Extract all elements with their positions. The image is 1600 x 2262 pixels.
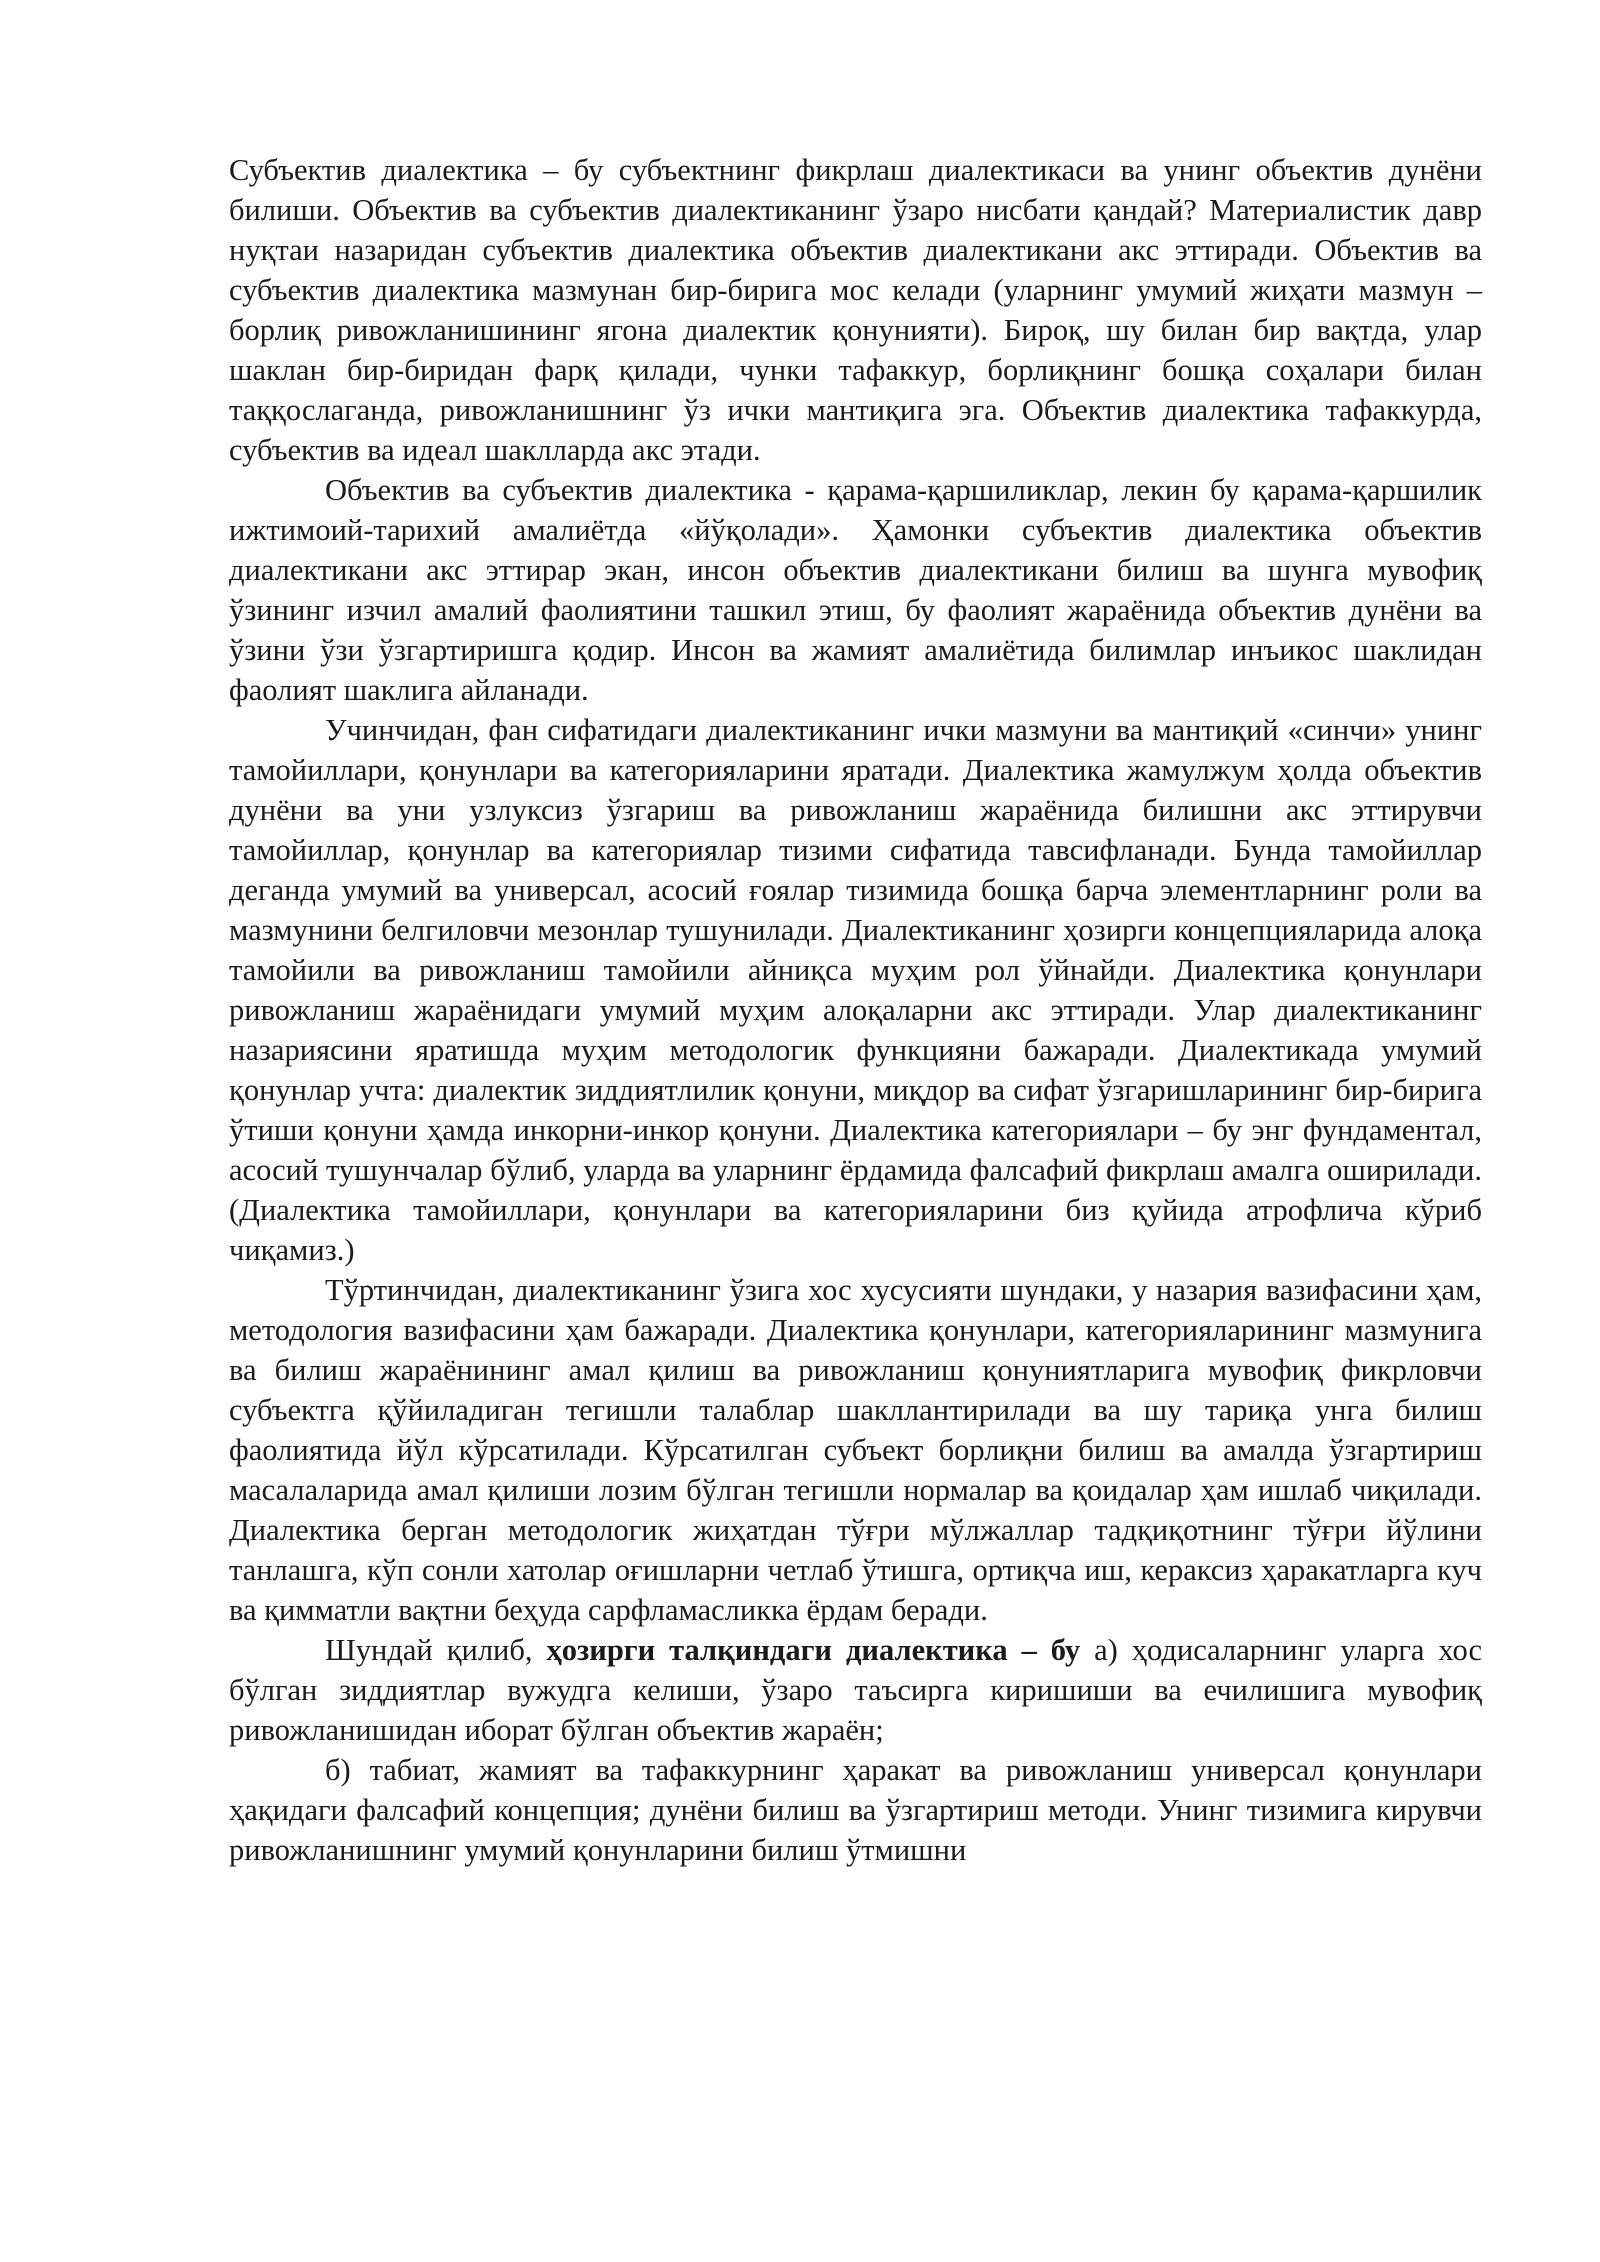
document-page: [229, 150, 1482, 1870]
paragraph-third: Учинчидан, фан сифатидаги диалектиканинг ички мазмуни ва мантиқий «синчи» унинг тамойиллари, қонунлари ва категорияларини яратади. Диалектика жамулжум ҳолда объектив дунёни ва уни узлуксиз ўзгариш ва ривожланиш жараёнида билишни акс эттирувчи тамойиллар, қонунлар ва категориялар тизими сифатида тавсифланади. Бунда тамойиллар деганда умумий ва универсал, асосий ғоялар тизимида бошқа барча элементларнинг роли ва мазмунини белгиловчи мезонлар тушунилади. Диалектиканинг ҳозирги концепцияларида алоқа тамойили ва ривожланиш тамойили айниқса муҳим рол ўйнайди. Диалектика қонунлари ривожланиш жараёнидаги умумий муҳим алоқаларни акс эттиради. Улар диалектиканинг назариясини яратишда муҳим методологик функцияни бажаради. Диалектикада умумий қонунлар учта: диалектик зиддиятлилик қонуни, миқдор ва сифат ўзгаришларининг бир-бирига ўтиши қонуни ҳамда инкорни-инкор қонуни. Диалектика категориялари – бу энг фундаментал, асосий тушунчалар бўлиб, уларда ва уларнинг ёрдамида фалсафий фикрлаш амалга оширилади. (Диалектика тамойиллари, қонунлари ва категорияларини биз қуйида атрофлича кўриб чиқамиз.): [229, 713, 1482, 1267]
paragraph-conclusion: [229, 1630, 1482, 1750]
conclusion-lead: Шундай қилиб,: [325, 1633, 547, 1667]
conclusion-bold-term: ҳозирги талқиндаги диалектика – бу: [546, 1633, 1081, 1667]
paragraph-objective-subjective: Объектив ва субъектив диалектика - қарама-қаршиликлар, лекин бу қарама-қаршилик ижтимоий-тарихий амалиётда «йўқолади». Ҳамонки субъектив диалектика объектив диалектикани акс эттирар экан, инсон объектив диалектикани билиш ва шунга мувофиқ ўзининг изчил амалий фаолиятини ташкил этиш, бу фаолият жараёнида объектив дунёни ва ўзини ўзи ўзгартиришга қодир. Инсон ва жамият амалиётида билимлар инъикос шаклидан фаолият шаклига айланади.: [229, 473, 1482, 707]
conclusion-rest: а) ҳодисаларнинг уларга хос бўлган зиддиятлар вужудга келиши, ўзаро таъсирга киришиши ва ечилишига мувофиқ ривожланишидан иборат бўлган объектив жараён;: [229, 1633, 1482, 1747]
paragraph-last: б) табиат, жамият ва тафаккурнинг ҳаракат ва ривожланиш универсал қонунлари ҳақидаги фалсафий концепция; дунёни билиш ва ўзгартириш методи. Унинг тизимига кирувчи ривожланишнинг умумий қонунларини билиш ўтмишни: [229, 1753, 1482, 1867]
paragraph-subjective-dialectics: Субъектив диалектика – бу субъектнинг фикрлаш диалектикаси ва унинг объектив дунёни билиши. Объектив ва субъектив диалектиканинг ўзаро нисбати қандай? Материалистик давр нуқтаи назаридан субъектив диалектика объектив диалектикани акс эттиради. Объектив ва субъектив диалектика мазмунан бир-бирига мос келади (уларнинг умумий жиҳати мазмун – борлиқ ривожланишининг ягона диалектик қонунияти). Бироқ, шу билан бир вақтда, улар шаклан бир-биридан фарқ қилади, чунки тафаккур, борлиқнинг бошқа соҳалари билан таққослаганда, ривожланишнинг ўз ички мантиқига эга. Объектив диалектика тафаккурда, субъектив ва идеал шаклларда акс этади.: [229, 153, 1482, 467]
paragraph-fourth: Тўртинчидан, диалектиканинг ўзига хос хусусияти шундаки, у назария вазифасини ҳам, методология вазифасини ҳам бажаради. Диалектика қонунлари, категорияларининг мазмунига ва билиш жараёнининг амал қилиш ва ривожланиш қонуниятларига мувофиқ фикрловчи субъектга қўйиладиган тегишли талаблар шакллантирилади ва шу тариқа унга билиш фаолиятида йўл кўрсатилади. Кўрсатилган субъект борлиқни билиш ва амалда ўзгартириш масалаларида амал қилиши лозим бўлган тегишли нормалар ва қоидалар ҳам ишлаб чиқилади. Диалектика берган методологик жиҳатдан тўғри мўлжаллар тадқиқотнинг тўғри йўлини танлашга, кўп сонли хатолар оғишларни четлаб ўтишга, ортиқча иш, кераксиз ҳаракатларга куч ва қимматли вақтни беҳуда сарфламасликка ёрдам беради.: [229, 1273, 1482, 1627]
